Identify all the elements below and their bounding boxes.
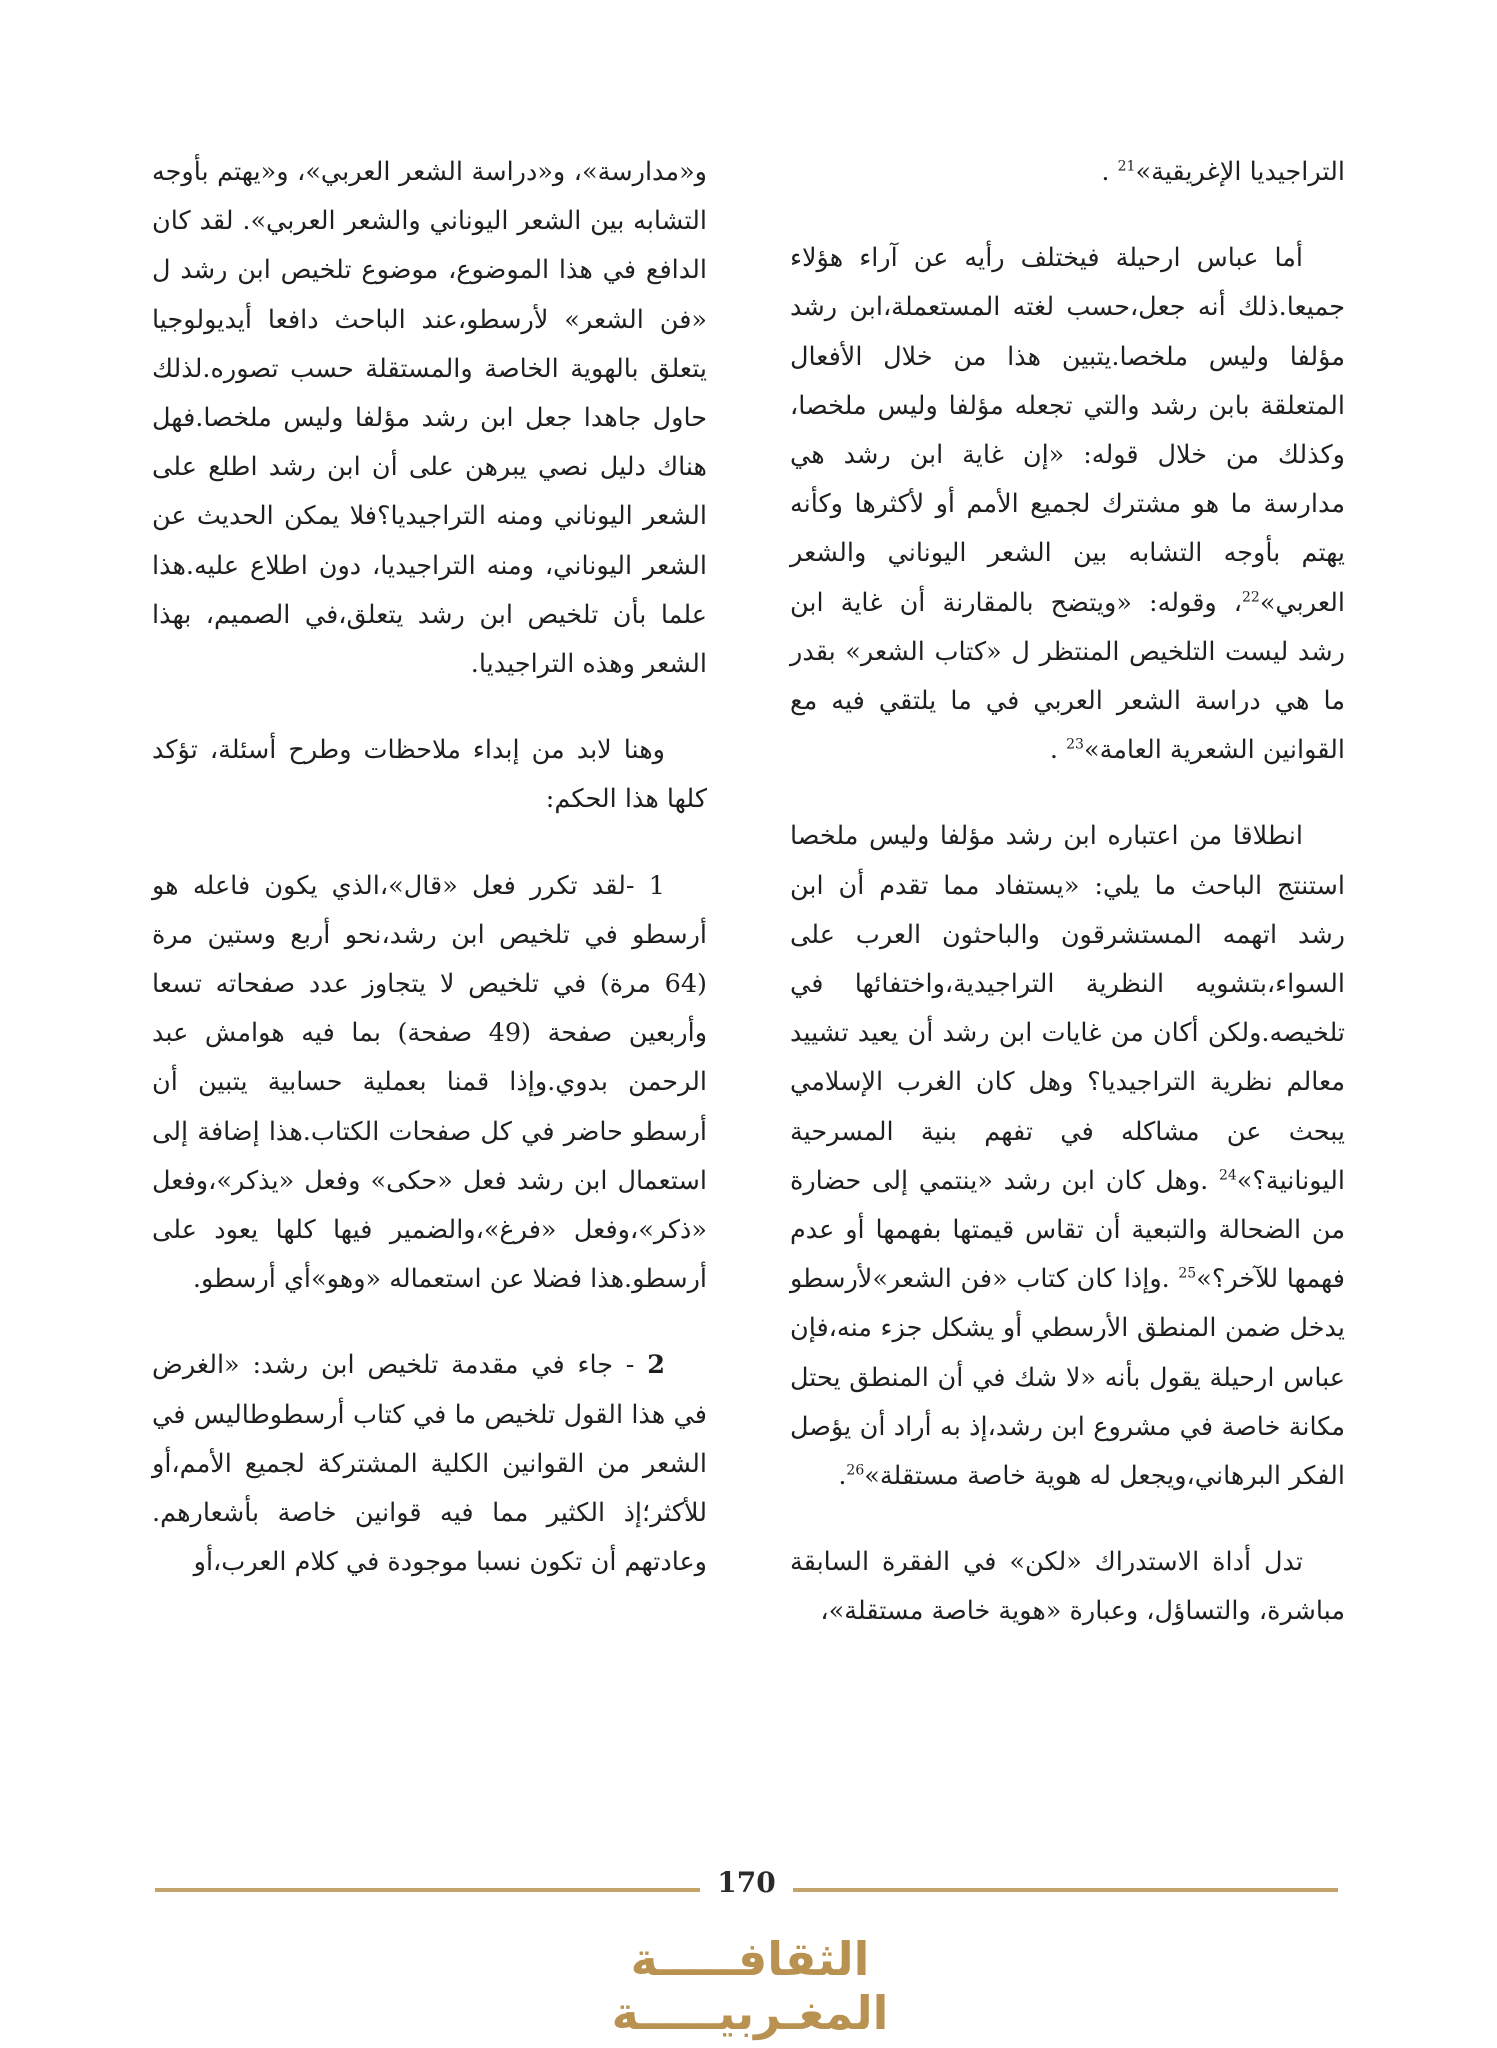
paragraph: 2 - جاء في مقدمة تلخيص ابن رشد: «الغرض في هذا القول تلخيص ما في كتاب أرسطوطاليس في الشعر من القوانين الكلية المشتركة لجميع الأمم،أو للأكثر؛إذ الكثير مما فيه قوانين خاصة بأشعارهم. وعادتهم أن تكون نسبا موجودة في كلام العرب،أو: [152, 1350, 707, 1578]
paragraph: تدل أداة الاستدراك «لكن» في الفقرة السابقة مباشرة، والتساؤل، وعبارة «هوية خاصة مستقلة»،: [790, 1547, 1345, 1627]
footnote-ref[interactable]: 25: [1178, 1265, 1197, 1282]
magazine-title: الثقافـــــة المغـربيـــــة: [611, 1932, 889, 2040]
paragraph: أما عباس ارحيلة فيختلف رأيه عن آراء هؤلاء جميعا.ذلك أنه جعل،حسب لغته المستعملة،ابن رشد مؤلفا وليس ملخصا.يتبين هذا من خلال الأفعال المتعلقة بابن رشد والتي تجعله مؤلفا وليس ملخصا، وكذلك من خلال قوله: «إن غاية ابن رشد هي مدارسة ما هو مشترك لجميع الأمم أو لأكثرها وكأنه يهتم بأوجه التشابه بين الشعر اليوناني والشعر العربي»$^{22}$، وقوله: «ويتضح بالمقارنة أن غاية ابن رشد ليست التلخيص المنتظر ل «كتاب الشعر» بقدر ما هي دراسة الشعر العربي في ما يلتقي فيه مع القوانين الشعرية العامة»$^{23}$ .: [790, 243, 1345, 766]
footer-rule-right: [793, 1888, 1338, 1892]
page-number: 170: [717, 1866, 776, 1899]
paragraph: انطلاقا من اعتباره ابن رشد مؤلفا وليس ملخصا استنتج الباحث ما يلي: «يستفاد مما تقدم أن ابن رشد اتهمه المستشرقون والباحثون العرب على السواء،بتشويه النظرية التراجيدية،واختفائها في تلخيصه.ولكن أكان من غايات ابن رشد أن يعيد تشييد معالم نظرية التراجيديا؟ وهل كان الغرب الإسلامي يبحث عن مشاكله في تفهم بنية المسرحية اليونانية؟»$^{24}$ .وهل كان ابن رشد «ينتمي إلى حضارة من الضحالة والتبعية أن تقاس قيمتها بفهمها أو عدم فهمها للآخر؟»$^{25}$ .وإذا كان كتاب «فن الشعر»لأرسطو يدخل ضمن المنطق الأرسطي أو يشكل جزء منه،فإن عباس ارحيلة يقول بأنه «لا شك في أن المنطق يحتل مكانة خاصة في مشروع ابن رشد،إذ به أراد أن يؤصل الفكر البرهاني،ويجعل له هوية خاصة مستقلة»$^{26}$.: [790, 821, 1346, 1492]
left-column: [152, 148, 707, 1624]
paragraph: 1 -لقد تكرر فعل «قال»،الذي يكون فاعله هو أرسطو في تلخيص ابن رشد،نحو أربع وستين مرة (64 مرة) في تلخيص لا يتجاوز عدد صفحاته تسعا وأربعين صفحة (49 صفحة) بما فيه هوامش عبد الرحمن بدوي.وإذا قمنا بعملية حسابية يتبين أن أرسطو حاضر في كل صفحات الكتاب.هذا إضافة إلى استعمال ابن رشد فعل «حكى» وفعل «يذكر»،وفعل «ذكر»،وفعل «فرغ»،والضمير فيها كلها يعود على أرسطو.هذا فضلا عن استعماله «وهو»أي أرسطو.: [152, 870, 708, 1295]
paragraph: و«مدارسة»، و«دراسة الشعر العربي»، و«يهتم بأوجه التشابه بين الشعر اليوناني والشعر العربي». لقد كان الدافع في هذا الموضوع، موضوع تلخيص ابن رشد ل «فن الشعر» لأرسطو،عند الباحث دافعا أيديولوجيا يتعلق بالهوية الخاصة والمستقلة حسب تصوره.لذلك حاول جاهدا جعل ابن رشد مؤلفا وليس ملخصا.فهل هناك دليل نصي يبرهن على أن ابن رشد اطلع على الشعر اليوناني ومنه التراجيديا؟فلا يمكن الحديث عن الشعر اليوناني، ومنه التراجيديا، دون اطلاع عليه.هذا علما بأن تلخيص ابن رشد يتعلق،في الصميم، بهذا الشعر وهذه التراجيديا.: [152, 157, 707, 680]
paragraph: التراجيديا الإغريقية»$^{21}$ .: [1101, 157, 1345, 187]
footnote-ref[interactable]: 26: [846, 1462, 865, 1479]
item-number: 2: [647, 1350, 665, 1381]
footnote-ref[interactable]: 23: [1066, 736, 1084, 753]
footer-rule-left: [155, 1888, 700, 1892]
paragraph: وهنا لابد من إبداء ملاحظات وطرح أسئلة، تؤكد كلها هذا الحكم:: [152, 735, 707, 815]
footnote-ref[interactable]: 22: [1241, 589, 1260, 606]
right-column: [790, 148, 1345, 1674]
footnote-ref[interactable]: 24: [1218, 1167, 1237, 1184]
footnote-ref[interactable]: 21: [1117, 158, 1136, 175]
